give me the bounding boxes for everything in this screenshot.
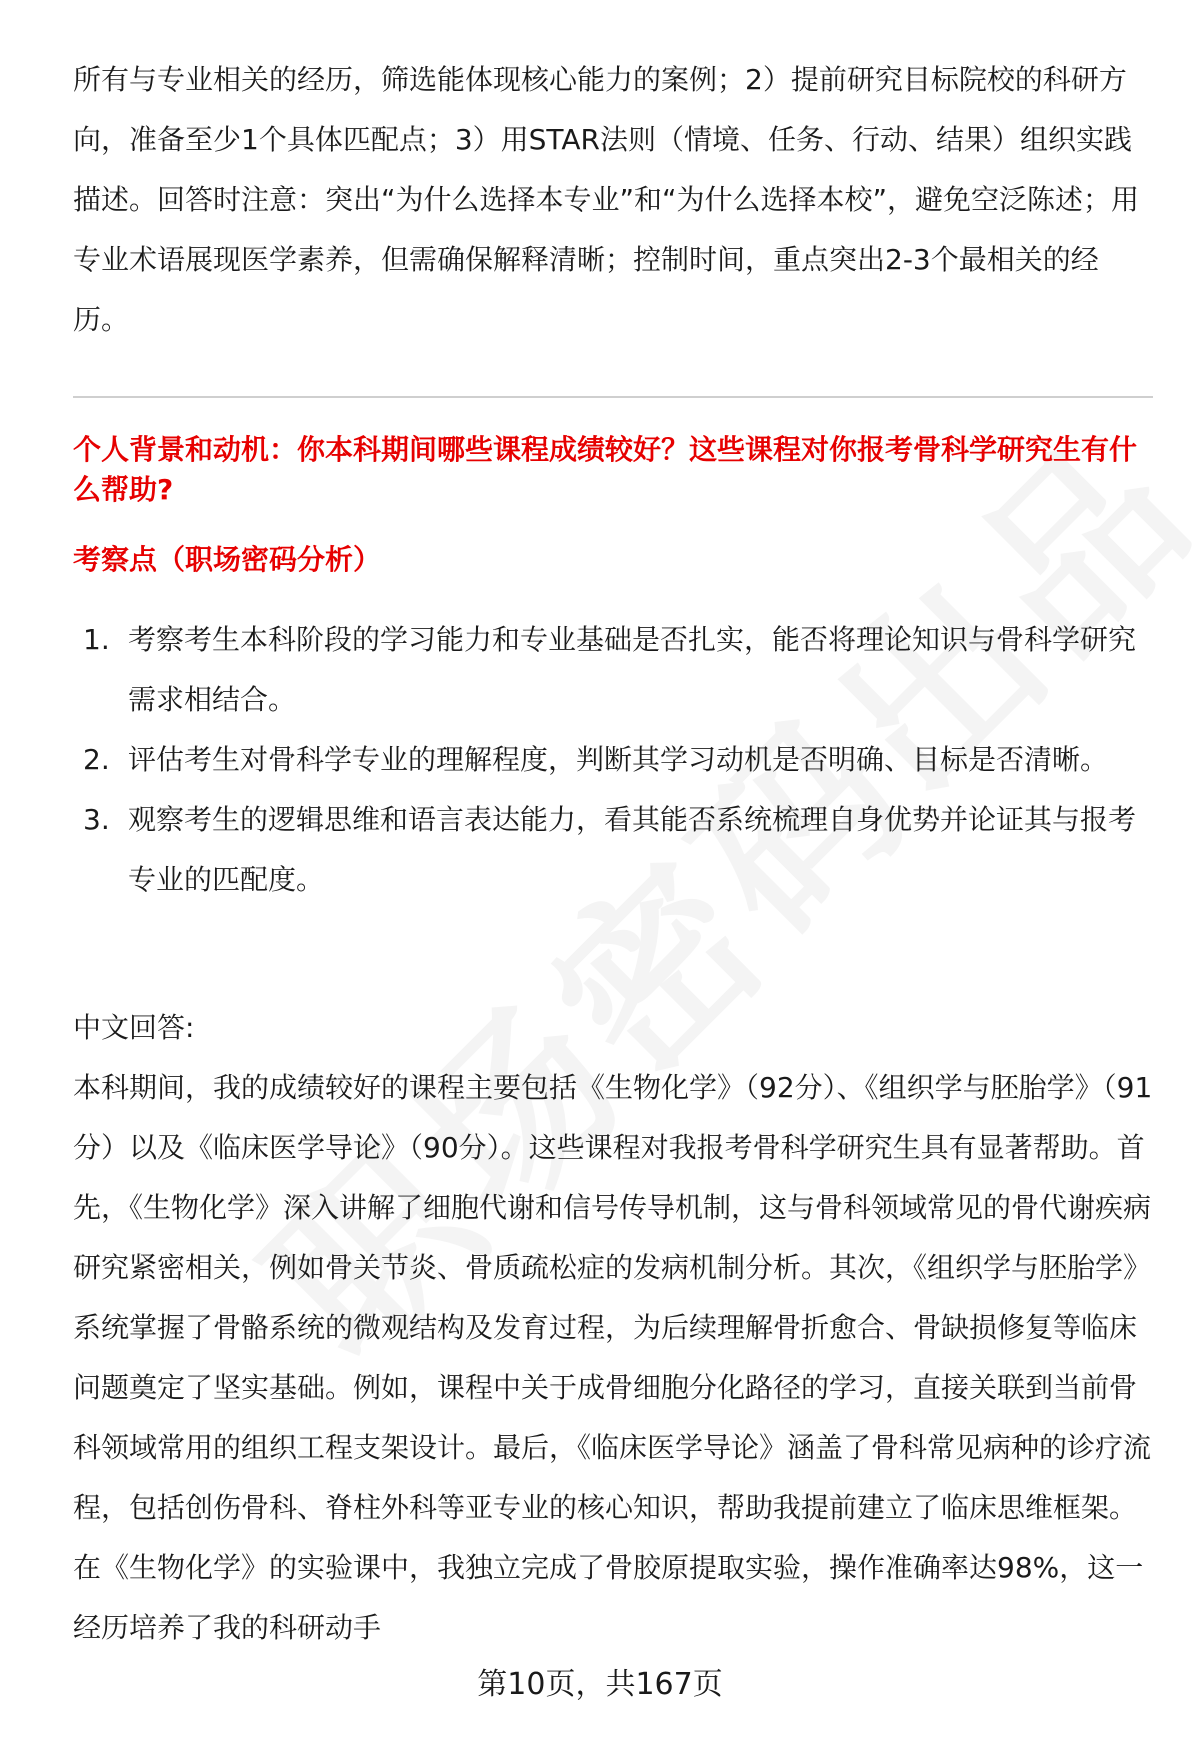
list-item — [73, 610, 1153, 730]
list-item-number: 2. — [83, 743, 110, 776]
answer-label: 中文回答: — [73, 1011, 195, 1044]
list-item-text: 评估考生对骨科学专业的理解程度，判断其学习动机是否明确、目标是否清晰。 — [128, 743, 1109, 776]
list-item-number: 1. — [83, 623, 110, 656]
list-item — [73, 790, 1153, 910]
assessment-points — [73, 610, 1153, 910]
answer-paragraph: 本科期间，我的成绩较好的课程主要包括《生物化学》（92分）、《组织学与胚胎学》（91分）以及《临床医学导论》（90分）。这些课程对我报考骨科学研究生具有显著帮助。首先，《生物化学》深入讲解了细胞代谢和信号传导机制，这与骨科领域常见的骨代谢疾病研究紧密相关，例如骨关节炎、骨质疏松症的发病机制分析。其次，《组织学与胚胎学》系统掌握了骨骼系统的微观结构及发育过程，为后续理解骨折愈合、骨缺损修复等临床问题奠定了坚实基础。例如，课程中关于成骨细胞分化路径的学习，直接关联到当前骨科领域常用的组织工程支架设计。最后，《临床医学导论》涵盖了骨科常见病种的诊疗流程，包括创伤骨科、脊柱外科等亚专业的核心知识，帮助我提前建立了临床思维框架。在《生物化学》的实验课中，我独立完成了骨胶原提取实验，操作准确率达98%，这一经历培养了我的科研动手 — [73, 1071, 1153, 1644]
question-title: 个人背景和动机：你本科期间哪些课程成绩较好？这些课程对你报考骨科学研究生有什么帮助? — [73, 433, 1138, 506]
assessment-title: 考察点（职场密码分析） — [73, 543, 382, 576]
intro-paragraph: 所有与专业相关的经历，筛选能体现核心能力的案例；2）提前研究目标院校的科研方向，准备至少1个具体匹配点；3）用STAR法则（情境、任务、行动、结果）组织实践描述。回答时注意：突出“为什么选择本专业”和“为什么选择本校”，避免空泛陈述；用专业术语展现医学素养，但需确保解释清晰；控制时间，重点突出2-3个最相关的经历。 — [73, 63, 1140, 336]
page-number: 第10页，共167页 — [477, 1667, 723, 1702]
list-item-number: 3. — [83, 803, 110, 836]
list-item-text: 观察考生的逻辑思维和语言表达能力，看其能否系统梳理自身优势并论证其与报考专业的匹配度。 — [128, 803, 1137, 896]
list-item-text: 考察考生本科阶段的学习能力和专业基础是否扎实，能否将理论知识与骨科学研究需求相结合。 — [128, 623, 1137, 716]
list-item — [73, 730, 1153, 790]
section-divider — [73, 396, 1153, 398]
